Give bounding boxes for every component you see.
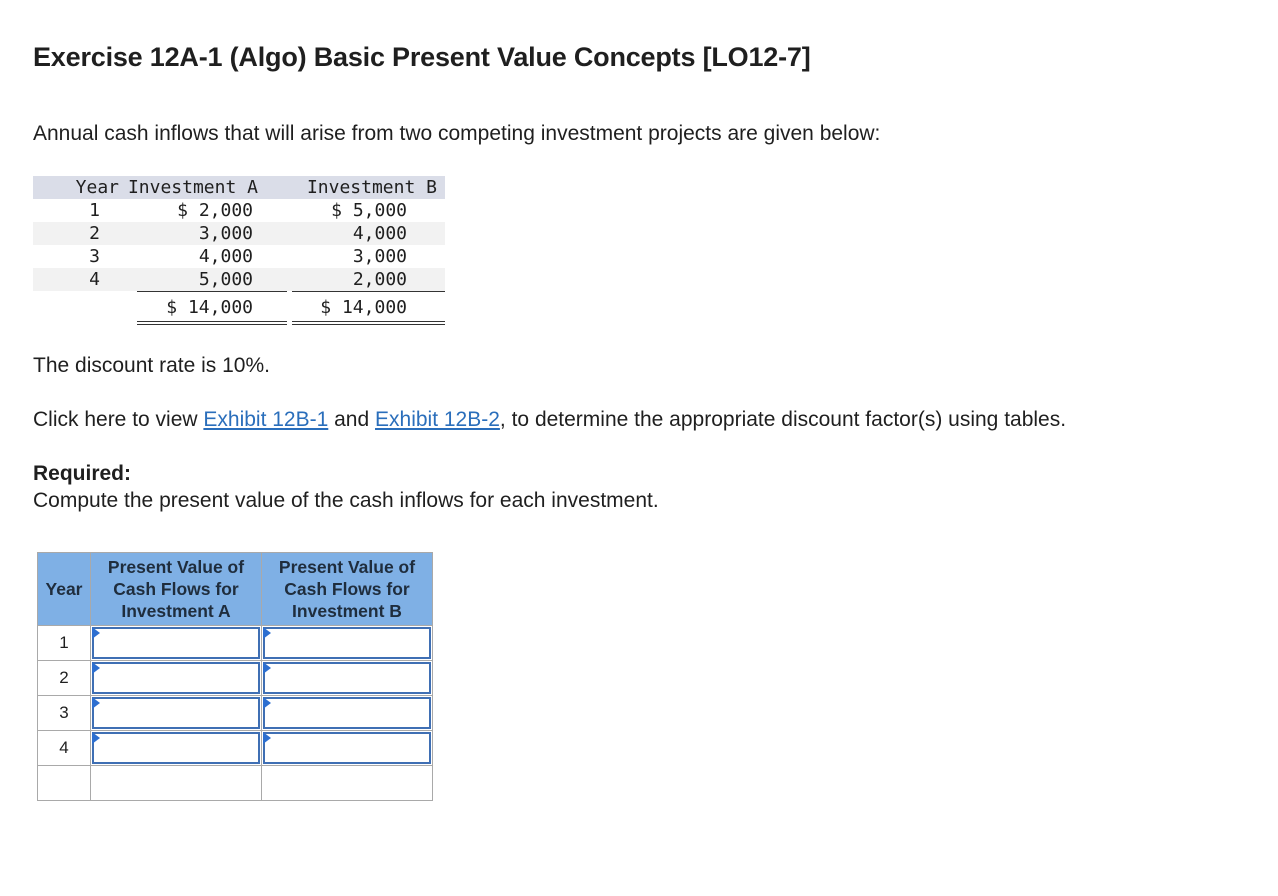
input-flag-icon: [92, 697, 100, 709]
click-prefix: Click here to view: [33, 408, 204, 431]
answer-header-year: Year: [38, 553, 91, 626]
input-flag-icon: [263, 732, 271, 744]
pv-investment-b-input[interactable]: [263, 732, 431, 764]
total-rule: [292, 291, 445, 292]
required-heading: Required:: [33, 462, 132, 485]
answer-cell-b: [262, 626, 433, 661]
answer-cell-b: [262, 731, 433, 766]
answer-table-header: [38, 553, 433, 626]
row-year: 4: [89, 269, 100, 290]
row-year: 3: [89, 246, 100, 267]
pv-investment-a-input[interactable]: [92, 732, 260, 764]
cash-inflows-table: [33, 176, 445, 321]
pv-investment-a-input[interactable]: [92, 627, 260, 659]
header-year: Year: [75, 177, 119, 198]
row-investment-a: 5,000: [198, 269, 253, 290]
answer-total-b: [262, 766, 433, 801]
header-line: Present Value of: [107, 557, 245, 577]
row-investment-a: 4,000: [198, 246, 253, 267]
click-suffix: , to determine the appropriate discount factor(s) using tables.: [499, 408, 1067, 431]
pv-investment-a-input[interactable]: [92, 697, 260, 729]
answer-row: [38, 731, 433, 766]
present-value-answer-table: [37, 552, 433, 801]
cash-table-row: [33, 222, 445, 245]
intro-text: Annual cash inflows that will arise from two competing investment projects are given below:: [33, 122, 881, 145]
cash-table-row: [33, 268, 445, 291]
cash-table-row: [33, 199, 445, 222]
row-investment-b: 2,000: [352, 269, 407, 290]
header-line: Investment A: [121, 601, 231, 621]
click-middle: and: [328, 408, 376, 431]
cash-table-total: [33, 291, 445, 321]
total-investment-b: $ 14,000: [320, 297, 407, 318]
answer-cell-b: [262, 696, 433, 731]
answer-cell-a: [91, 696, 262, 731]
cash-table-header: [33, 176, 445, 199]
row-investment-a: $ 2,000: [177, 200, 253, 221]
total-double-rule: [137, 321, 287, 325]
answer-cell-a: [91, 626, 262, 661]
input-flag-icon: [263, 627, 271, 639]
answer-row-year: 3: [38, 696, 91, 731]
required-text: Compute the present value of the cash inflows for each investment.: [33, 489, 659, 512]
input-flag-icon: [263, 697, 271, 709]
answer-header-investment-a: [91, 553, 262, 626]
header-investment-b: Investment B: [306, 177, 437, 198]
input-flag-icon: [263, 662, 271, 674]
row-investment-b: 3,000: [352, 246, 407, 267]
exhibit-12b-2-link[interactable]: Exhibit 12B-2: [375, 408, 500, 431]
exhibit-12b-1-link[interactable]: Exhibit 12B-1: [203, 408, 329, 431]
total-rule: [137, 291, 287, 292]
input-flag-icon: [92, 627, 100, 639]
answer-row: [38, 696, 433, 731]
row-investment-b: 4,000: [352, 223, 407, 244]
row-year: 1: [89, 200, 100, 221]
answer-total-a: [91, 766, 262, 801]
answer-header-investment-b: [262, 553, 433, 626]
pv-investment-b-input[interactable]: [263, 662, 431, 694]
total-investment-a: $ 14,000: [166, 297, 253, 318]
header-line: Investment B: [292, 601, 402, 621]
discount-rate-text: The discount rate is 10%.: [33, 354, 270, 377]
pv-investment-b-input[interactable]: [263, 627, 431, 659]
header-line: Cash Flows for: [113, 579, 239, 599]
answer-row: [38, 661, 433, 696]
header-investment-a: Investment A: [127, 177, 258, 198]
header-line: Present Value of: [278, 557, 416, 577]
input-flag-icon: [92, 662, 100, 674]
pv-investment-a-input[interactable]: [92, 662, 260, 694]
cash-table-row: [33, 245, 445, 268]
answer-row: [38, 626, 433, 661]
row-investment-b: $ 5,000: [331, 200, 407, 221]
answer-row-year: 1: [38, 626, 91, 661]
total-double-rule: [292, 321, 445, 325]
answer-row-year: 2: [38, 661, 91, 696]
answer-row-year: 4: [38, 731, 91, 766]
answer-cell-b: [262, 661, 433, 696]
header-line: Cash Flows for: [284, 579, 410, 599]
row-investment-a: 3,000: [198, 223, 253, 244]
page-title: Exercise 12A-1 (Algo) Basic Present Value Concepts [LO12-7]: [33, 42, 811, 72]
input-flag-icon: [92, 732, 100, 744]
row-year: 2: [89, 223, 100, 244]
answer-cell-a: [91, 731, 262, 766]
answer-total-row: [38, 766, 433, 801]
answer-cell-a: [91, 661, 262, 696]
pv-investment-b-input[interactable]: [263, 697, 431, 729]
answer-total-year: [38, 766, 91, 801]
exhibit-instructions: [33, 408, 1066, 432]
